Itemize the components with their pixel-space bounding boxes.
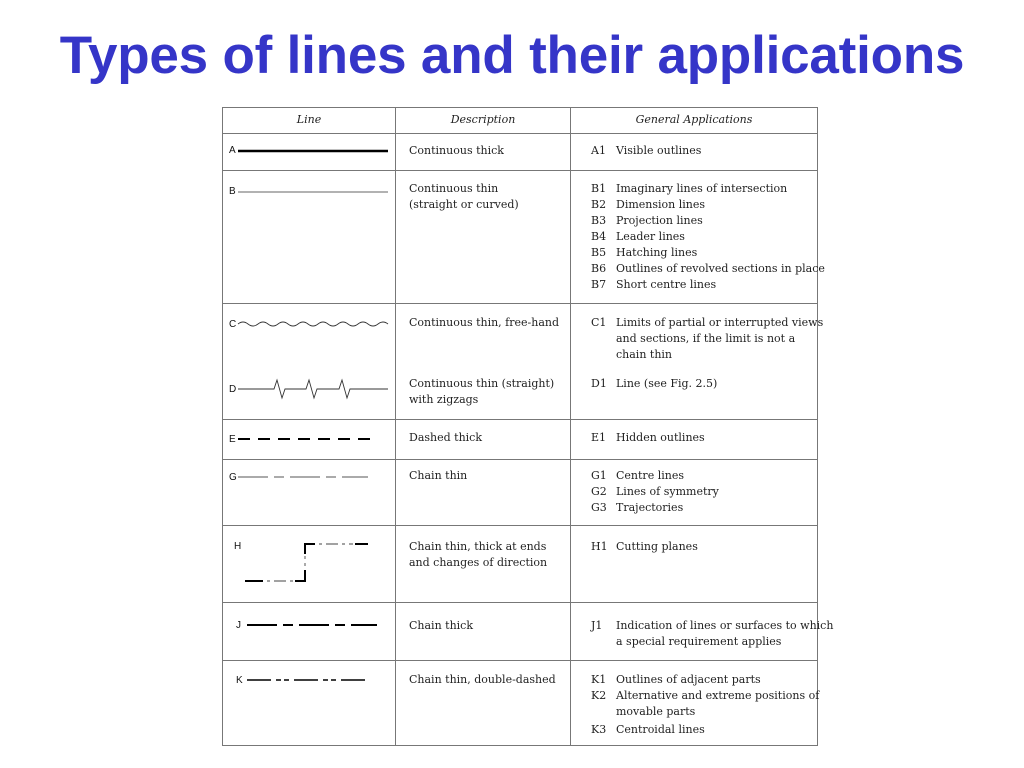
header-line: Line (296, 113, 322, 126)
column-divider (570, 108, 571, 745)
row-divider (223, 459, 817, 460)
description-text: Chain thin, thick at ends (409, 540, 547, 553)
application-item: B5 Hatching lines (591, 246, 698, 259)
header-applications: General Applications (635, 113, 753, 126)
line-sample-chain-thick (247, 623, 379, 627)
application-item: B7 Short centre lines (591, 278, 717, 291)
application-item: B6 Outlines of revolved sections in place (591, 262, 825, 275)
line-sample-zigzag (238, 376, 390, 400)
application-item-continuation: chain thin (616, 348, 673, 361)
description-text: Continuous thick (409, 144, 504, 157)
line-letter: G (229, 472, 237, 483)
row-divider (223, 525, 817, 526)
row-divider (223, 602, 817, 603)
header-description: Description (450, 113, 516, 126)
column-divider (395, 108, 396, 745)
application-item-continuation: and sections, if the limit is not a (616, 332, 796, 345)
row-divider (223, 170, 817, 171)
application-item: G2 Lines of symmetry (591, 485, 719, 498)
description-text: Chain thick (409, 619, 474, 632)
description-text: and changes of direction (409, 556, 548, 569)
line-types-table (222, 107, 834, 746)
application-item: K3 Centroidal lines (591, 723, 705, 736)
application-item: B4 Leader lines (591, 230, 685, 243)
application-item: A1 Visible outlines (591, 144, 702, 157)
line-sample-dashed-thick (238, 437, 390, 441)
line-letter: B (229, 186, 236, 197)
line-sample-freehand (238, 316, 390, 332)
line-sample-cutting-plane (243, 540, 373, 584)
application-item: K2 Alternative and extreme positions of (591, 689, 820, 702)
line-sample-double-dashed (247, 678, 371, 682)
application-item: B3 Projection lines (591, 214, 703, 227)
description-text: Chain thin, double-dashed (409, 673, 556, 686)
line-sample-chain-thin (238, 475, 390, 479)
application-item: H1 Cutting planes (591, 540, 698, 553)
application-item-continuation: a special requirement applies (616, 635, 782, 648)
application-item: B2 Dimension lines (591, 198, 706, 211)
row-divider (223, 660, 817, 661)
application-item: G1 Centre lines (591, 469, 684, 482)
line-letter: K (236, 675, 243, 686)
application-item: J1 Indication of lines or surfaces to which (591, 619, 834, 632)
row-divider (223, 303, 817, 304)
line-letter: D (229, 384, 237, 395)
description-text: with zigzags (409, 393, 479, 406)
line-sample-continuous-thick (238, 149, 390, 153)
application-item: G3 Trajectories (591, 501, 684, 514)
application-item: B1 Imaginary lines of intersection (591, 182, 788, 195)
line-letter: J (236, 620, 241, 631)
row-divider (223, 133, 817, 134)
row-divider (223, 419, 817, 420)
description-text: Continuous thin, free-hand (409, 316, 560, 329)
application-item: K1 Outlines of adjacent parts (591, 673, 761, 686)
application-item: D1 Line (see Fig. 2.5) (591, 377, 718, 390)
description-text: Continuous thin (409, 182, 499, 195)
description-text: Continuous thin (straight) (409, 377, 555, 390)
line-sample-continuous-thin (238, 190, 390, 194)
line-letter: A (229, 145, 236, 156)
application-item: C1 Limits of partial or interrupted views (591, 316, 824, 329)
description-text: Dashed thick (409, 431, 483, 444)
application-item-continuation: movable parts (616, 705, 696, 718)
line-letter: C (229, 319, 237, 330)
application-item: E1 Hidden outlines (591, 431, 705, 444)
description-text: (straight or curved) (409, 198, 519, 211)
page-title: Types of lines and their applications (59, 26, 965, 85)
description-text: Chain thin (409, 469, 468, 482)
line-letter: H (234, 541, 242, 552)
line-letter: E (229, 434, 236, 445)
